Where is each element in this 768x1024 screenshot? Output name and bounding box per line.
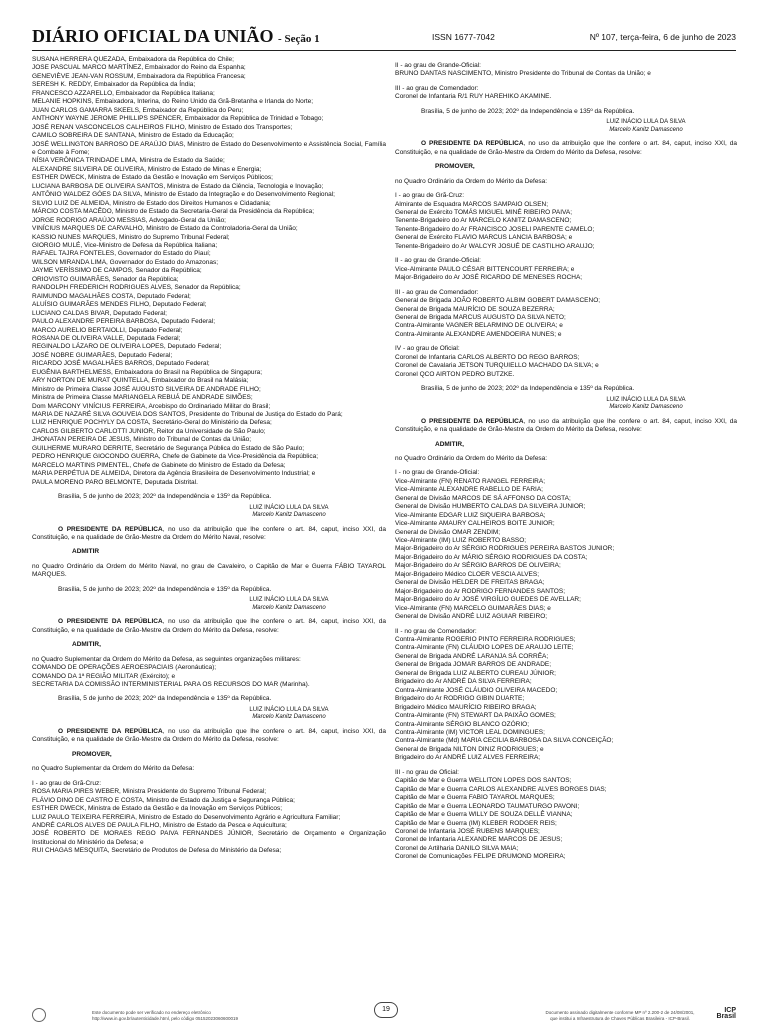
signature-block — [192, 505, 386, 520]
list-item: Vice-Almirante (IM) LUIZ ROBERTO BASSO; — [395, 537, 527, 545]
list-item: PEDRO HENRIQUE GIOCONDO GUERRA, Chefe de Gabinete da Vice-Presidência da República; — [32, 453, 318, 461]
grade-heading: I - ao grau de Grã-Cruz: — [32, 779, 101, 787]
list-item: Capitão de Mar e Guerra WELLITON LOPES DOS SANTOS; — [395, 777, 572, 785]
list-item: General de Brigada JOÃO ROBERTO ALBIM GOBERT DAMASCENO; — [395, 297, 601, 305]
list-item: Brigadeiro do Ar ANDRÉ LUIZ ALVES FERREIRA; — [395, 754, 541, 762]
list-item: Coronel de Cavalaria JETSON TURQUIELLO MACHADO DA SILVA; e — [395, 362, 599, 370]
verification-line: Este documento pode ser verificado no endereço eletrônico — [92, 1010, 211, 1015]
list-item: General de Brigada ANDRÉ LARANJA SÁ CORRÊA; — [395, 652, 549, 660]
list-item: Vice-Almirante PAULO CÉSAR BITTENCOURT FERREIRA; e — [395, 265, 575, 273]
list-item: General de Divisão HELDER DE FREITAS BRAGA; — [395, 579, 545, 587]
signatory-name: LUIZ INÁCIO LULA DA SILVA — [249, 706, 329, 713]
signature-note — [530, 1010, 710, 1021]
left-column — [32, 56, 386, 1006]
signatory-name: LUIZ INÁCIO LULA DA SILVA — [249, 504, 329, 511]
list-item: General de Divisão OMAR ZENDIM; — [395, 528, 501, 536]
decree-preamble — [395, 418, 737, 435]
list-item: Major-Brigadeiro do Ar SÉRGIO RODRIGUES PEREIRA BASTOS JUNIOR; — [395, 545, 615, 553]
list-item: SUSANA HERRERA QUEZADA, Embaixadora da República do Chile; — [32, 56, 234, 63]
list-item: Coronel de Artilharia DANILO SILVA MAIA; — [395, 844, 519, 852]
countersignatory-name: Marcelo Kanitz Damasceno — [252, 512, 326, 519]
list-item: REGINALDO LÁZARO DE OLIVEIRA LOPES, Deputado Federal; — [32, 343, 222, 351]
list-item: VINÍCIUS MARQUES DE CARVALHO, Ministro de Estado da Controladoria-Geral da União; — [32, 225, 298, 233]
grade-heading: III - ao grau de Comendador: — [395, 288, 479, 296]
decree-action: ADMITIR — [72, 548, 100, 556]
decree-text: , no uso da atribuição que lhe confere o art. 84, caput, inciso XXI, da Constituição, e na qualidade de Grão-Mestre da Ordem do Mérito Naval, resolve: — [32, 525, 386, 542]
decree-authority: O PRESIDENTE DA REPÚBLICA — [58, 525, 163, 533]
list-item: MARCO AURELIO BERTAIOLLI, Deputado Federal; — [32, 326, 183, 334]
list-item: MÁRCIO COSTA MACÊDO, Ministro de Estado da Secretaria-Geral da Presidência da República; — [32, 208, 315, 216]
paragraph: no Quadro Suplementar da Ordem do Mérito da Defesa, as seguintes organizações militares: — [32, 655, 301, 663]
signature-block — [192, 707, 386, 722]
list-item: Contra-Almirante (IM) VICTOR LEAL DOMINGUES; — [395, 729, 545, 736]
list-item: ROSA MARIA PIRES WEBER, Ministra Presidente do Supremo Tribunal Federal; — [32, 788, 267, 796]
list-item: FRANCESCO AZZARELLO, Embaixador da República Italiana; — [32, 89, 215, 97]
page-header — [32, 26, 736, 48]
list-item: Brigadeiro do Ar RODRIGO GIBIN DUARTE; — [395, 695, 525, 703]
list-item: Almirante de Esquadra MARCOS SAMPAIO OLSEN; — [395, 200, 549, 208]
list-item: Contra-Almirante (FN) STEWART DA PAIXÃO GOMES; — [395, 712, 556, 720]
list-item: Coronel de Infantaria ALEXANDRE MARCOS DE JESUS; — [395, 836, 563, 844]
list-item: CARLOS GILBERTO CARLOTTI JUNIOR, Reitor da Universidade de São Paulo; — [32, 427, 266, 435]
signature-block — [555, 119, 737, 134]
decree-action: PROMOVER, — [72, 750, 112, 758]
list-item: MARIA PERPÉTUA DE ALMEIDA, Diretora da Agência Brasileira de Desenvolvimento Industrial; e — [32, 470, 316, 478]
list-item: Contra-Almirante (FN) CLÁUDIO LOPES DE ARAUJO LEITE; — [395, 644, 574, 652]
list-item: Contra-Almirante ALEXANDRE AMENDOEIRA NUNES; e — [395, 330, 562, 338]
list-item: Ministro de Primeira Classe JOSÉ AUGUSTO SILVEIRA DE ANDRADE FILHO; — [32, 385, 261, 393]
list-item: WILSON MIRANDA LIMA, Governador do Estado do Amazonas; — [32, 258, 219, 266]
signatory-name: LUIZ INÁCIO LULA DA SILVA — [606, 119, 686, 126]
paragraph: no Quadro Ordinário da Ordem do Mérito da Defesa: — [395, 177, 548, 185]
list-item: General de Exército FLAVIO MARCUS LANCIA BARBOSA; e — [395, 234, 573, 242]
list-item: Major-Brigadeiro do Ar SÉRGIO BARROS DE OLIVEIRA; — [395, 562, 561, 570]
grade-heading: IV - ao grau de Oficial: — [395, 345, 460, 353]
list-item: Contra-Almirante ROGERIO PINTO FERREIRA RODRIGUES; — [395, 636, 576, 644]
list-item: LUIZ HENRIQUE POCHYLY DA COSTA, Secretário-Geral do Ministério da Defesa; — [32, 419, 272, 427]
list-item: General de Brigada MARCUS AUGUSTO DA SILVA NETO; — [395, 313, 566, 321]
decree-preamble — [395, 140, 737, 157]
list-item: General de Divisão ANDRÉ LUIZ AGUIAR RIBEIRO; — [395, 613, 548, 621]
list-item: GIORGIO MULÉ, Vice-Ministro de Defesa da República Italiana; — [32, 241, 218, 249]
list-item: KASSIO NUNES MARQUES, Ministro do Supremo Tribunal Federal; — [32, 233, 230, 241]
list-item: Ministra de Primeira Classe MARIANGELA REBUÁ DE ANDRADE SIMÕES; — [32, 394, 253, 402]
list-item: COMANDO DE OPERAÇÕES AEROESPACIAIS (Aeronáutica); — [32, 664, 217, 672]
icp-brasil-logo: ICP Brasil — [716, 1007, 736, 1020]
list-item: General de Divisão MARCOS DE SÁ AFFONSO DA COSTA; — [395, 494, 571, 502]
list-item: Capitão de Mar e Guerra FABIO TAYAROL MARQUES; — [395, 794, 555, 802]
list-item: Tenente-Brigadeiro do Ar MARCELO KANITZ DAMASCENO; — [395, 217, 572, 225]
date-line: Brasília, 5 de junho de 2023; 202º da Independência e 135º da República. — [58, 493, 272, 501]
grade-heading: I - ao grau de Grã-Cruz: — [395, 192, 464, 200]
list-item: Contra-Almirante SÉRGIO BLANCO OZÓRIO; — [395, 720, 530, 728]
decree-preamble — [32, 618, 386, 635]
list-item: ORIOVISTO GUIMARÃES, Senador da República; — [32, 275, 179, 283]
list-item: ANTÔNIO WALDEZ GÓES DA SILVA, Ministro de Estado da Integração e do Desenvolvimento Regional; — [32, 191, 335, 199]
list-item: Capitão de Mar e Guerra LEONARDO TAUMATURGO PAVONI; — [395, 802, 580, 810]
page-number: 19 — [374, 1002, 398, 1018]
list-item: JOSE PASCUAL MARCO MARTÍNEZ, Embaixador do Reino da Espanha; — [32, 64, 246, 72]
right-column — [395, 56, 737, 1006]
countersignatory-name: Marcelo Kanitz Damasceno — [609, 126, 683, 133]
coat-of-arms-icon — [32, 1008, 46, 1022]
grade-heading: III - ao grau de Comendador: — [395, 84, 479, 92]
countersignatory-name: Marcelo Kanitz Damasceno — [252, 714, 326, 721]
list-item: BRUNO DANTAS NASCIMENTO, Ministro Presidente do Tribunal de Contas da União; e — [395, 70, 651, 78]
list-item: Major-Brigadeiro do Ar JOSÉ RICARDO DE MENESES ROCHA; — [395, 274, 583, 282]
list-item: PAULA MORENO PARO BELMONTE, Deputada Distrital. — [32, 478, 198, 486]
signatory-name: LUIZ INÁCIO LULA DA SILVA — [606, 396, 686, 403]
decree-text: , no uso da atribuição que lhe confere o art. 84, caput, inciso XXI, da Constituição, e na qualidade de Grão-Mestre da Ordem do Mérito da Defesa, resolve: — [32, 727, 386, 744]
list-item: Contra-Almirante JOSÉ CLÁUDIO OLIVEIRA MACEDO; — [395, 686, 558, 694]
issue-date: Nº 107, terça-feira, 6 de junho de 2023 — [589, 32, 736, 42]
list-item: Coronel de Infantaria R/1 RUY HAREHIKO AKAMINE. — [395, 93, 552, 101]
verification-note — [92, 1010, 312, 1021]
list-item: PAULO ALEXANDRE PEREIRA BARBOSA, Deputado Federal; — [32, 318, 216, 326]
decree-authority: O PRESIDENTE DA REPÚBLICA — [58, 727, 163, 735]
list-item: JAYME VERÍSSIMO DE CAMPOS, Senador da República; — [32, 267, 202, 275]
grade-heading: II - no grau de Comendador: — [395, 627, 477, 635]
list-item: LUCIANA BARBOSA DE OLIVEIRA SANTOS, Ministra de Estado da Ciência, Tecnologia e Inovação; — [32, 182, 324, 190]
date-line: Brasília, 5 de junho de 2023; 202º da Independência e 135º da República. — [421, 107, 635, 115]
list-item: LUCIANO CALDAS BIVAR, Deputado Federal; — [32, 309, 167, 317]
signature-line: que institui a Infraestrutura de Chaves Públicas Brasileira - ICP-Brasil. — [550, 1015, 690, 1021]
list-item: Major-Brigadeiro do Ar MÁRIO SÉRGIO RODRIGUES DA COSTA; — [395, 553, 588, 561]
countersignatory-name: Marcelo Kanitz Damasceno — [609, 404, 683, 411]
list-item: ANTHONY WAYNE JEROME PHILLIPS SPENCER, Embaixador da República de Trinidad e Tobago; — [32, 115, 324, 123]
decree-action: ADMITIR, — [72, 641, 101, 649]
list-item: Vice-Almirante (FN) MARCELO GUIMARÃES DIAS; e — [395, 604, 551, 612]
list-item: Vice-Almirante (FN) RENATO RANGEL FERREIRA; — [395, 477, 546, 485]
list-item: Vice-Almirante ALEXANDRE RABELLO DE FARIA; — [395, 486, 543, 494]
list-item: Tenente-Brigadeiro do Ar FRANCISCO JOSELI PARENTE CAMELO; — [395, 225, 595, 233]
list-item: LUIZ PAULO TEIXEIRA FERREIRA, Ministro de Estado do Desenvolvimento Agrário e Agricultura Familiar; — [32, 813, 341, 821]
list-item: Vice-Almirante AMAURY CALHEIROS BOITE JUNIOR; — [395, 520, 555, 528]
list-item: General de Divisão HUMBERTO CALDAS DA SILVEIRA JUNIOR; — [395, 503, 586, 511]
decree-action: PROMOVER, — [435, 163, 475, 171]
list-item: EUGÊNIA BARTHELMESS, Embaixadora do Brasil na República de Singapura; — [32, 368, 263, 376]
verification-url: http://www.in.gov.br/autenticidade.html, pelo código 05152023060600019 — [92, 1015, 239, 1021]
section-label: - Seção 1 — [278, 33, 320, 45]
list-item: RAFAEL TAJRA FONTELES, Governador do Estado do Piauí; — [32, 250, 211, 258]
list-item: MELANIE HOPKINS, Embaixadora, Interina, do Reino Unido da Grã-Bretanha e Irlanda do Norte; — [32, 98, 314, 106]
list-item: GUILHERME MURARO DERRITE, Secretário de Segurança Pública do Estado de São Paulo; — [32, 444, 305, 452]
decree-action: ADMITIR, — [435, 440, 464, 448]
grade-heading: II - ao grau de Grande-Oficial: — [395, 257, 481, 265]
list-item: MARCELO MARTINS PIMENTEL, Chefe de Gabinete do Ministro de Estado da Defesa; — [32, 461, 286, 469]
signature-block — [192, 597, 386, 612]
list-item: General de Brigada MAURÍCIO DE SOUZA BEZERRA; — [395, 305, 555, 313]
date-line: Brasília, 5 de junho de 2023; 202º da Independência e 135º da República. — [58, 695, 272, 703]
list-item: ALUÍSIO GUIMARÃES MENDES FILHO, Deputado Federal; — [32, 301, 207, 309]
list-item: GENEVIÈVE JEAN-VAN ROSSUM, Embaixadora da República Francesa; — [32, 72, 246, 80]
date-line: Brasília, 5 de junho de 2023; 202º da Independência e 135º da República. — [58, 585, 272, 593]
grade-heading: I - no grau de Grande-Oficial: — [395, 469, 480, 477]
list-item: FLÁVIO DINO DE CASTRO E COSTA, Ministro de Estado da Justiça e Segurança Pública; — [32, 796, 295, 804]
decree-authority: O PRESIDENTE DA REPÚBLICA — [58, 618, 163, 626]
list-item: NÍSIA VERÔNICA TRINDADE LIMA, Ministra de Estado da Saúde; — [32, 157, 225, 165]
list-item: Major-Brigadeiro do Ar JOSÉ VIRGÍLIO GUEDES DE AVELLAR; — [395, 596, 581, 604]
list-item: ROSANA DE OLIVEIRA VALLE, Deputada Federal; — [32, 334, 181, 342]
paragraph: no Quadro Suplementar da Ordem do Mérito da Defesa: — [32, 765, 195, 773]
list-item: ESTHER DWECK, Ministra de Estado da Gestão e da Inovação em Serviços Públicos; — [32, 805, 282, 813]
list-item: MARIA DE NAZARÉ SILVA GOUVEIA DOS SANTOS, Presidente do Tribunal de Justiça do Estado do Pará; — [32, 411, 343, 419]
signatory-name: LUIZ INÁCIO LULA DA SILVA — [249, 597, 329, 604]
issn: ISSN 1677-7042 — [432, 32, 495, 42]
list-item: General de Brigada JOMAR BARROS DE ANDRADE; — [395, 661, 552, 669]
decree-preamble — [32, 526, 386, 543]
list-item: ALEXANDRE SILVEIRA DE OLIVEIRA, Ministro de Estado de Minas e Energia; — [32, 165, 262, 173]
list-item: RUI CHAGAS MESQUITA, Secretário de Produtos de Defesa do Ministério da Defesa; — [32, 847, 282, 855]
list-item: Major-Brigadeiro Médico CLOER VESCIA ALVES; — [395, 570, 540, 578]
list-item: RICARDO JOSÉ MAGALHÃES BARROS, Deputado Federal; — [32, 360, 210, 368]
signature-line: Documento assinado digitalmente conforme MP nº 2.200-2 de 24/08/2001, — [545, 1010, 695, 1015]
list-item: SECRETARIA DA COMISSÃO INTERMINISTERIAL PARA OS RECURSOS DO MAR (Marinha). — [32, 681, 310, 688]
list-item: RAIMUNDO MAGALHÃES COSTA, Deputado Federal; — [32, 292, 191, 300]
list-item: Capitão de Mar e Guerra (IM) KLEBER RODGER REIS; — [395, 819, 557, 827]
signature-block — [555, 397, 737, 412]
list-item: Coronel de Comunicações FELIPE DRUMOND MOREIRA; — [395, 853, 566, 861]
list-item: Capitão de Mar e Guerra CARLOS ALEXANDRE ALVES BORGES DIAS; — [395, 785, 607, 793]
list-item: JORGE RODRIGO ARAÚJO MESSIAS, Advogado-Geral da União; — [32, 216, 226, 224]
grade-heading: III - no grau de Oficial: — [395, 768, 459, 776]
list-item: Major-Brigadeiro do Ar RODRIGO FERNANDES SANTOS; — [395, 587, 566, 595]
masthead — [32, 26, 320, 47]
list-item: COMANDO DA 1ª REGIÃO MILITAR (Exército); e — [32, 672, 176, 680]
decree-text: , no uso da atribuição que lhe confere o art. 84, caput, inciso XXI, da Constituição, e na qualidade de Grão-Mestre da Ordem do Mérito da Defesa, resolve: — [32, 618, 386, 634]
list-item: Coronel de Infantaria JOSÉ RUBENS MARQUES; — [395, 827, 540, 835]
decree-authority: O PRESIDENTE DA REPÚBLICA — [421, 417, 524, 425]
list-item: Contra-Almirante VAGNER BELARMINO DE OLIVEIRA; e — [395, 322, 563, 330]
list-item: General de Brigada NILTON DINIZ RODRIGUES; e — [395, 745, 544, 753]
list-item: Contra-Almirante (Md) MARIA CECILIA BARBOSA DA SILVA CONCEIÇÃO; — [395, 737, 614, 745]
list-item: Coronel de Infantaria CARLOS ALBERTO DO REGO BARROS; — [395, 353, 580, 361]
list-item: JUAN CARLOS GAMARRA SKEELS, Embaixador da República do Peru; — [32, 106, 244, 114]
grade-heading: II - ao grau de Grande-Oficial: — [395, 62, 481, 69]
list-item: CAMILO SOBREIRA DE SANTANA, Ministro de Estado da Educação; — [32, 132, 234, 140]
list-item: SILVIO LUIZ DE ALMEIDA, Ministro de Estado dos Direitos Humanos e Cidadania; — [32, 199, 271, 207]
list-item: ARY NORTON DE MURAT QUINTELLA, Embaixador do Brasil na Malásia; — [32, 377, 249, 385]
list-item: JOSÉ WELLINGTON BARROSO DE ARAÚJO DIAS, Ministro de Estado do Desenvolvimento e Assistência Social, Família e Combate à Fome; — [32, 140, 386, 156]
list-item: JOSÉ ROBERTO DE MORAES REGO PAIVA FERNANDES JÚNIOR, Secretário de Orçamento e Organização Institucional do Ministério da Defesa; e — [32, 830, 386, 846]
countersignatory-name: Marcelo Kanitz Damasceno — [252, 604, 326, 611]
list-item: ANDRÉ CARLOS ALVES DE PAULA FILHO, Ministro de Estado da Pesca e Aquicultura; — [32, 821, 287, 829]
list-item: Vice-Almirante EDGAR LUIZ SIQUEIRA BARBOSA; — [395, 511, 546, 519]
header-rule — [32, 50, 736, 51]
list-item: RANDOLPH FREDERICH RODRIGUES ALVES, Senador da República; — [32, 284, 241, 292]
list-item: SERESH K. REDDY, Embaixador da República da Índia; — [32, 81, 196, 89]
list-item: Capitão de Mar e Guerra WILLY DE SOUZA DELLÊ VIANNA; — [395, 811, 573, 819]
paragraph: no Quadro Ordinário da Ordem do Mérito da Defesa: — [395, 454, 548, 462]
list-item: JOSÉ NOBRE GUIMARÃES, Deputado Federal; — [32, 351, 173, 359]
list-item: JHONATAN PEREIRA DE JESUS, Ministro do Tribunal de Contas da União; — [32, 436, 252, 444]
decree-preamble — [32, 728, 386, 745]
list-item: Coronel QCO AIRTON PEDRO BUTZKE. — [395, 370, 515, 378]
page-footer — [32, 1008, 736, 1024]
decree-text: , no uso da atribuição que lhe confere o art. 84, caput, inciso XXI, da Constituição, e na qualidade de Grão-Mestre da Ordem do Mérito da Defesa, resolve: — [395, 417, 737, 434]
paragraph: no Quadro Ordinário da Ordem do Mérito Naval, no grau de Cavaleiro, o Capitão de Mar e Guerra FÁBIO TAYAROL MARQUES. — [32, 562, 386, 579]
decree-text: , no uso da atribuição que lhe confere o art. 84, caput, inciso XXI, da Constituição, e na qualidade de Grão-Mestre da Ordem do Mérito da Defesa, resolve: — [395, 140, 737, 156]
list-item: ESTHER DWECK, Ministra de Estado da Gestão e Inovação em Serviços Públicos; — [32, 174, 273, 182]
list-item: General de Exército TOMÁS MIGUEL MINÉ RIBEIRO PAIVA; — [395, 208, 572, 216]
list-item: Dom MARCONY VINÍCIUS FERREIRA, Arcebispo do Ordinariado Militar do Brasil; — [32, 402, 271, 410]
list-item: Brigadeiro Médico MAURÍCIO RIBEIRO BRAGA; — [395, 703, 537, 711]
masthead-title: DIÁRIO OFICIAL DA UNIÃO — [32, 26, 274, 46]
list-item: Brigadeiro do Ar ANDRÉ DA SILVA FERREIRA; — [395, 678, 532, 686]
list-item: JOSÉ RENAN VASCONCELOS CALHEIROS FILHO, Ministro de Estado dos Transportes; — [32, 123, 293, 131]
list-item: General de Brigada LUIZ ALBERTO CUREAU JÚNIOR; — [395, 669, 556, 677]
list-item: Tenente-Brigadeiro do Ar WALCYR JOSUÉ DE CASTILHO ARAUJO; — [395, 242, 595, 250]
decree-authority: O PRESIDENTE DA REPÚBLICA — [421, 140, 524, 148]
date-line: Brasília, 5 de junho de 2023; 202º da Independência e 135º da República. — [421, 385, 635, 393]
